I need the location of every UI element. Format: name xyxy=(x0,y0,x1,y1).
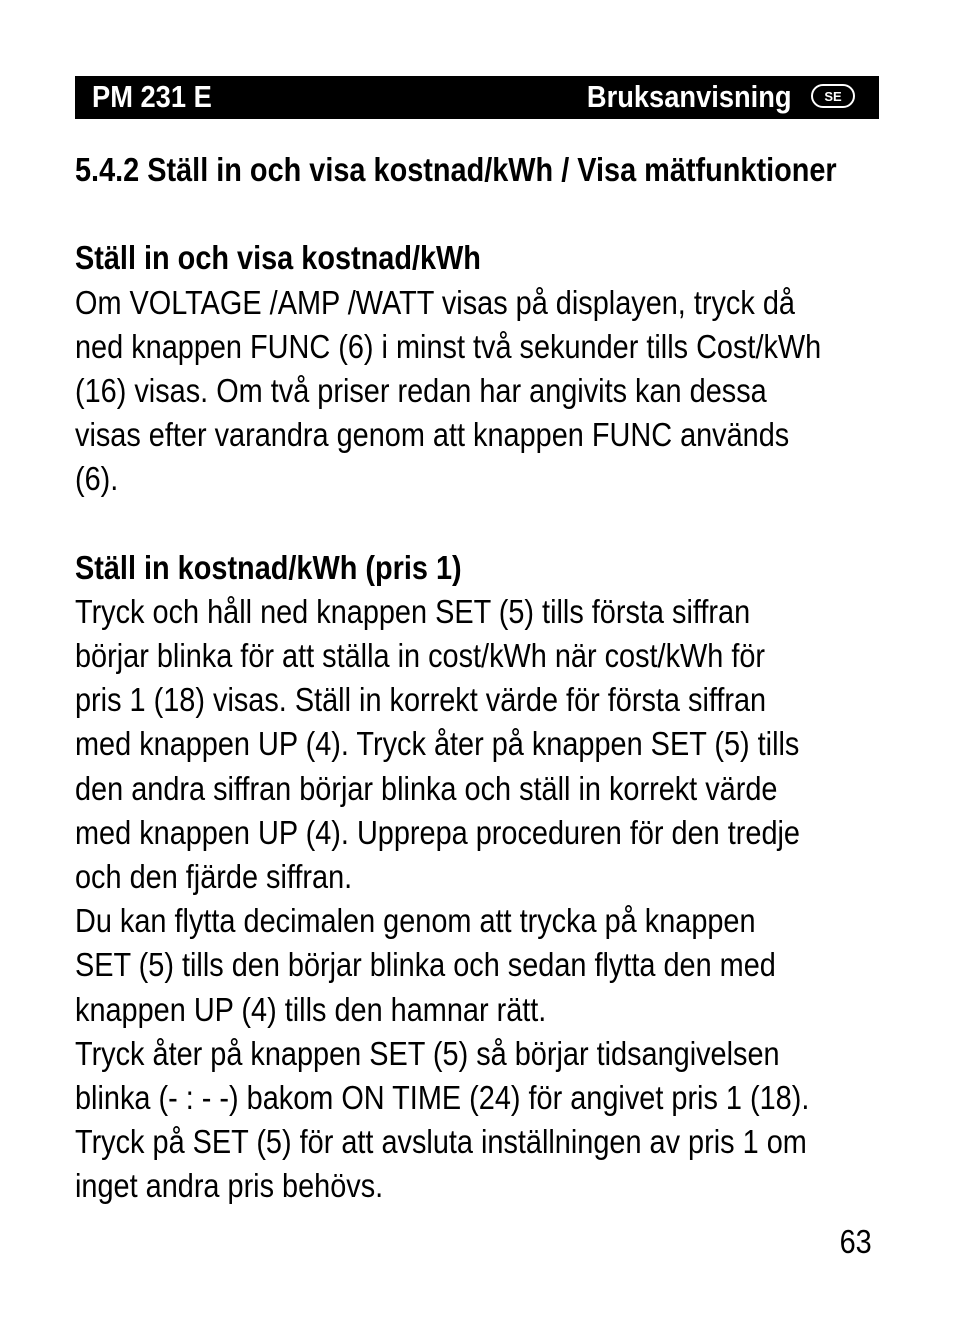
paragraph-line: inget andra pris behövs. xyxy=(75,1167,384,1205)
paragraph-line: Om VOLTAGE /AMP /WATT visas på displayen, tryck då xyxy=(75,283,795,321)
spacer xyxy=(75,192,905,236)
header-model: PM 231 E xyxy=(92,79,212,114)
paragraph-line: blinka (- : - -) bakom ON TIME (24) för angivet pris 1 (18). xyxy=(75,1078,810,1116)
paragraph-line: Du kan flytta decimalen genom att trycka på knappen xyxy=(75,902,756,940)
paragraph-line: SET (5) tills den börjar blinka och sedan flytta den med xyxy=(75,946,776,984)
paragraph-line: (6). xyxy=(75,460,119,498)
paragraph-line: (16) visas. Om två priser redan har angivits kan dessa xyxy=(75,371,767,409)
subsection-heading: Ställ in kostnad/kWh (pris 1) xyxy=(75,548,462,586)
paragraph-line: med knappen UP (4). Upprepa proceduren för den tredje xyxy=(75,813,800,851)
paragraph-line: knappen UP (4) tills den hamnar rätt. xyxy=(75,990,547,1028)
language-badge: SE xyxy=(811,84,855,108)
paragraph-line: med knappen UP (4). Tryck åter på knappen SET (5) tills xyxy=(75,725,800,763)
header-title: Bruksanvisning xyxy=(587,79,792,114)
header-bar xyxy=(75,76,879,119)
paragraph-line: ned knappen FUNC (6) i minst två sekunder tills Cost/kWh xyxy=(75,327,822,365)
paragraph-line: pris 1 (18) visas. Ställ in korrekt värde för första siffran xyxy=(75,681,767,719)
subsection-heading: Ställ in och visa kostnad/kWh xyxy=(75,239,481,277)
paragraph-line: börjar blinka för att ställa in cost/kWh när cost/kWh för xyxy=(75,637,766,675)
paragraph-line: Tryck åter på knappen SET (5) så börjar tidsangivelsen xyxy=(75,1034,780,1072)
page-number: 63 xyxy=(839,1223,872,1260)
spacer xyxy=(75,502,905,546)
page-content xyxy=(75,148,905,1209)
section-heading: 5.4.2 Ställ in och visa kostnad/kWh / Visa mätfunktioner xyxy=(75,151,837,188)
paragraph-line: och den fjärde siffran. xyxy=(75,858,353,895)
paragraph-line: den andra siffran börjar blinka och ställ in korrekt värde xyxy=(75,769,778,807)
paragraph-line: Tryck och håll ned knappen SET (5) tills första siffran xyxy=(75,592,751,630)
paragraph-line: visas efter varandra genom att knappen FUNC används xyxy=(75,416,790,454)
paragraph-line: Tryck på SET (5) för att avsluta inställningen av pris 1 om xyxy=(75,1123,807,1161)
